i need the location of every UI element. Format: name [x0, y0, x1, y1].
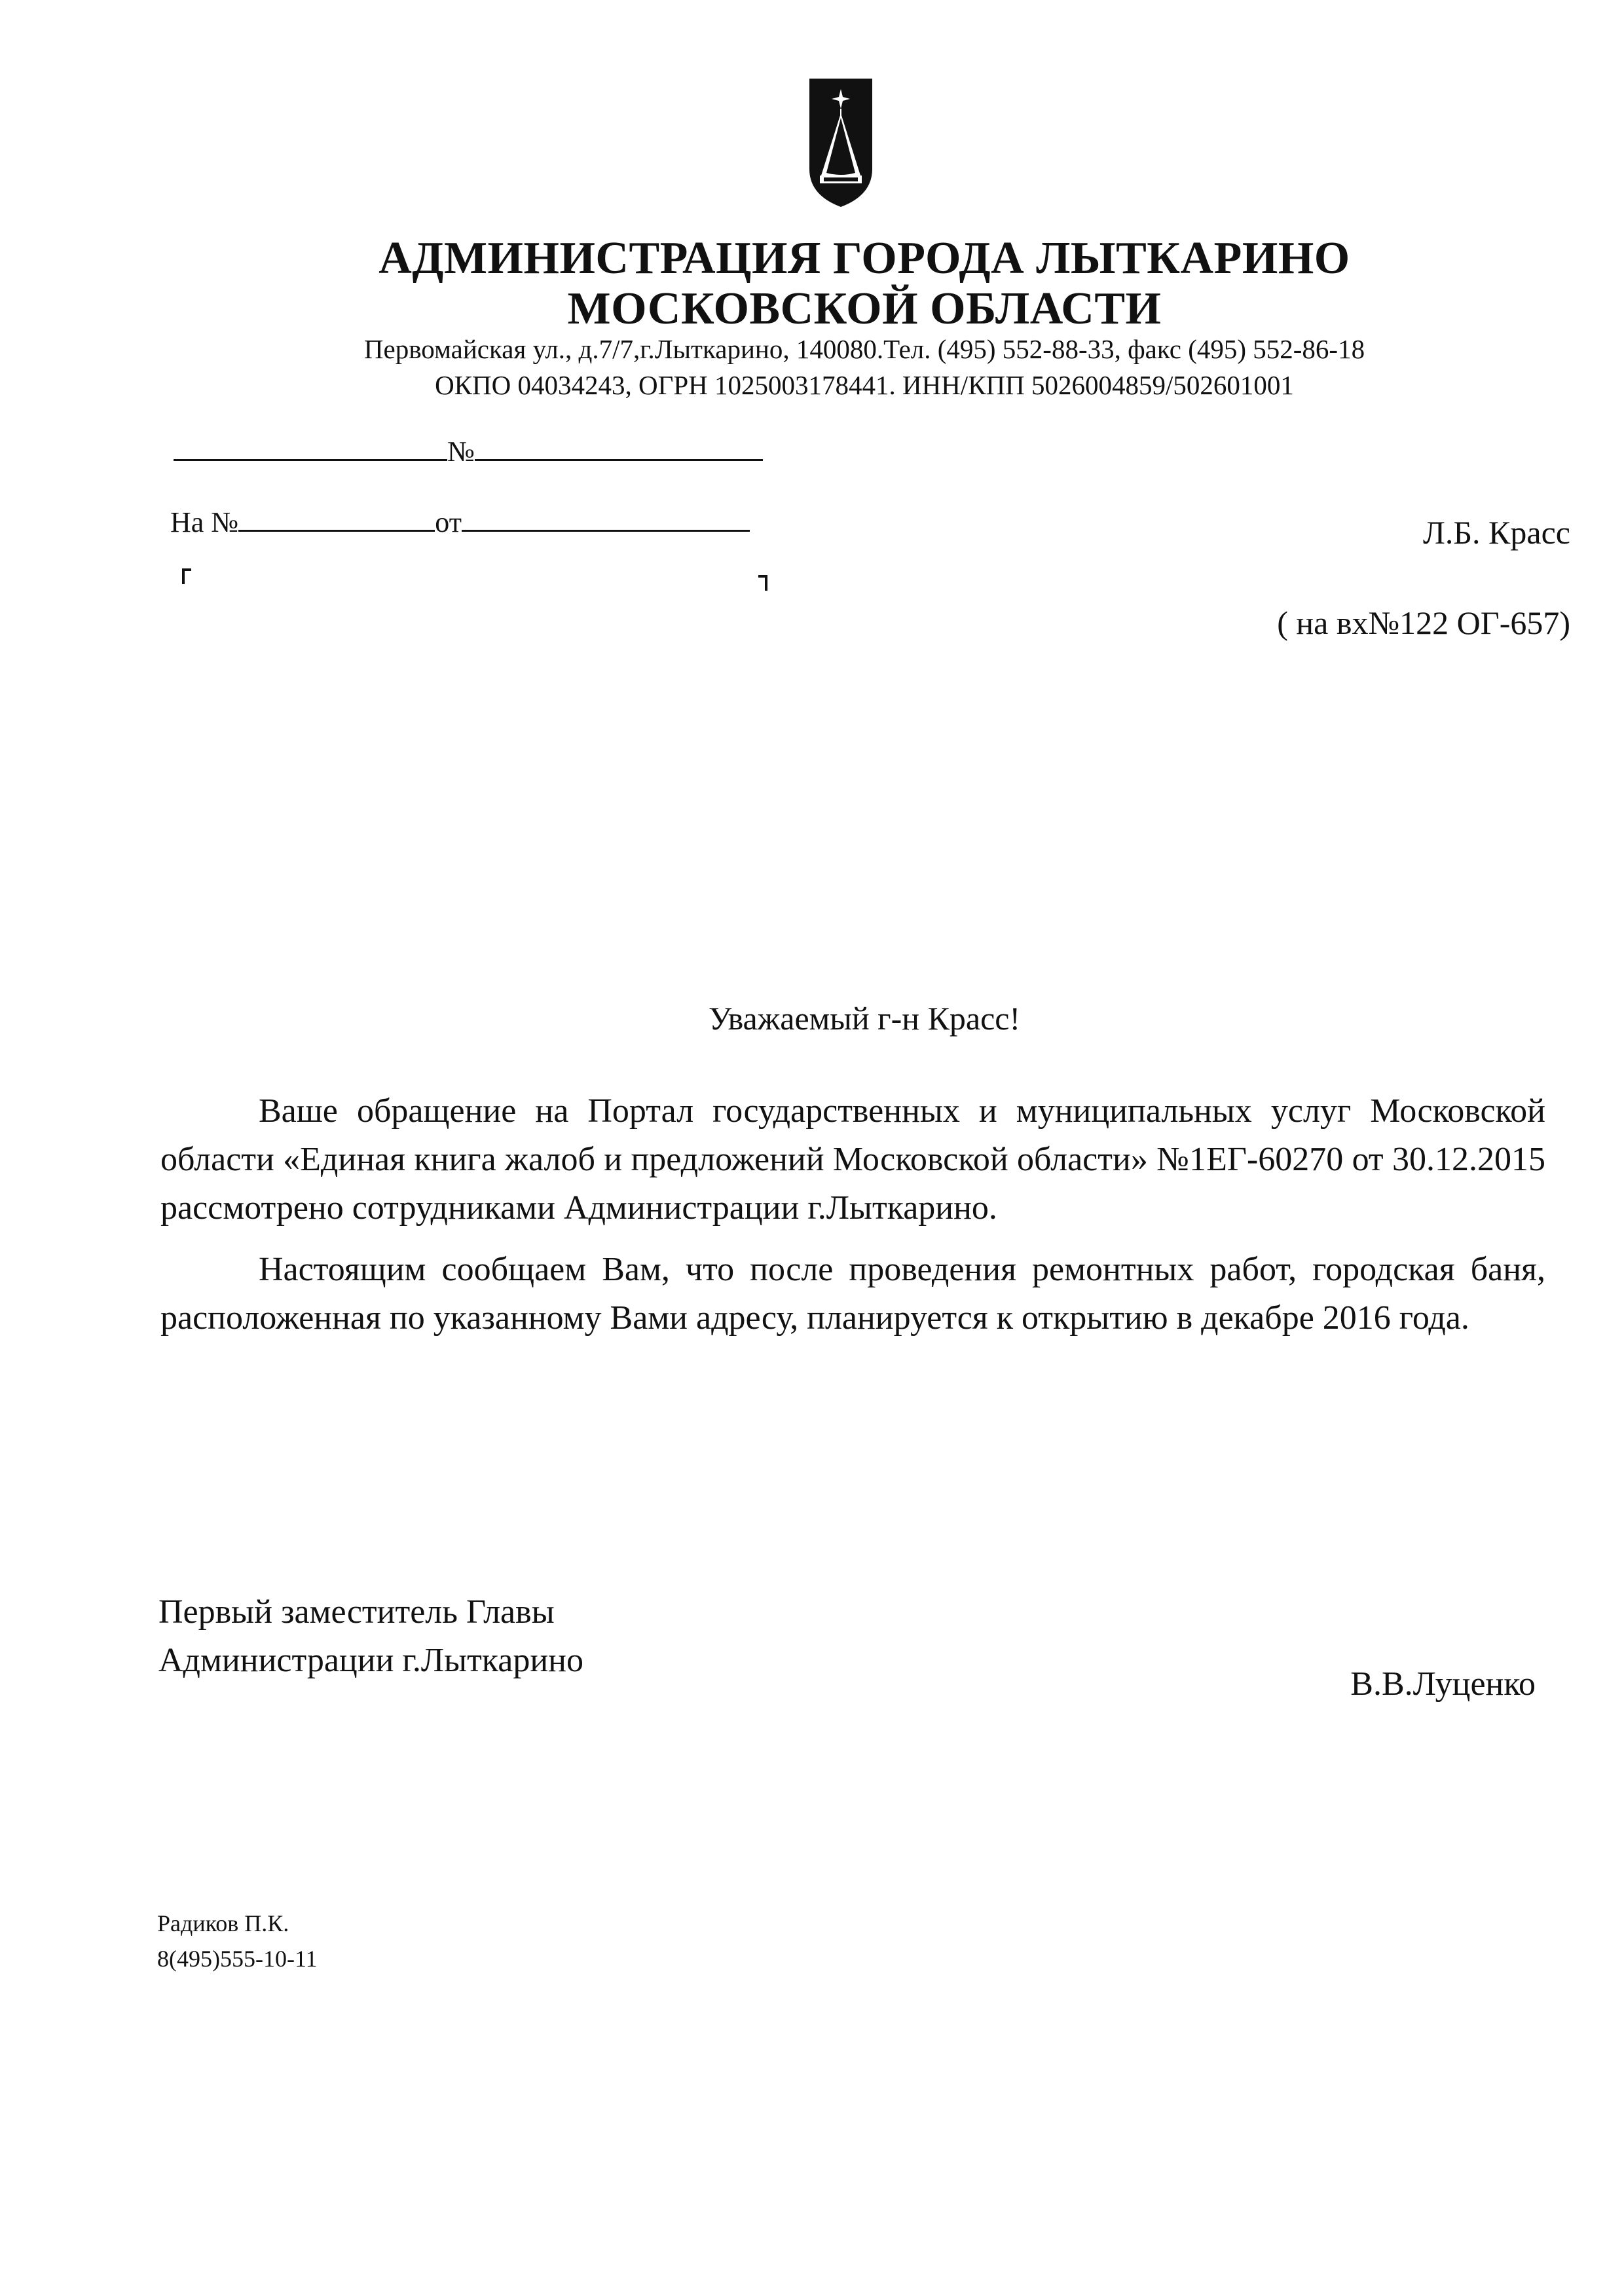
- executor-phone: 8(495)555-10-11: [157, 1946, 318, 1972]
- number-sign: №: [447, 435, 475, 468]
- letter-paragraph-2: Настоящим сообщаем Вам, что после проведения ремонтных работ, городская баня, расположенная по указанному Вами адресу, планируется к открытию в декабре 2016 года.: [160, 1251, 1545, 1337]
- signer-position-line2: Администрации г.Лыткарино: [158, 1642, 584, 1679]
- address-corner-left: [182, 568, 191, 584]
- greeting: Уважаемый г-н Красс!: [708, 1000, 1021, 1037]
- signer-name: В.В.Луценко: [1350, 1665, 1536, 1703]
- organization-address: Первомайская ул., д.7/7,г.Лыткарино, 140080.Тел. (495) 552-88-33, факс (495) 552-86-18: [363, 334, 1365, 364]
- incoming-reference: ( на вх№122 ОГ-657): [1277, 604, 1570, 641]
- reference-from-label: от: [435, 506, 462, 538]
- signer-position: [158, 1588, 583, 1685]
- reference-prefix: На №: [170, 506, 239, 538]
- address-corner-right: [758, 575, 767, 591]
- coat-of-arms-emblem: [808, 77, 874, 208]
- reference-number-field: [170, 508, 750, 537]
- letter-paragraph-1: Ваше обращение на Портал государственных и муниципальных услуг Московской области «Единая книга жалоб и предложений Московской области» №1ЕГ-60270 от 30.12.2015 рассмотрено сотрудниками Администрации г.Лыткарино.: [160, 1092, 1545, 1227]
- addressee-name: Л.Б. Красс: [1422, 514, 1570, 551]
- executor-name: Радиков П.К.: [157, 1910, 289, 1936]
- letter-body: [160, 1087, 1545, 1342]
- outgoing-number-field: [174, 437, 763, 466]
- organization-name: АДМИНИСТРАЦИЯ ГОРОДА ЛЫТКАРИНО: [378, 233, 1350, 284]
- organization-codes: ОКПО 04034243, ОГРН 1025003178441. ИНН/КПП 5026004859/502601001: [435, 370, 1294, 400]
- executor-block: [157, 1906, 318, 1976]
- outgoing-date-line: [174, 453, 447, 461]
- reference-date-line: [462, 523, 750, 532]
- signer-position-line1: Первый заместитель Главы: [158, 1593, 555, 1631]
- organization-region: МОСКОВСКОЙ ОБЛАСТИ: [567, 284, 1162, 334]
- reference-number-line: [238, 523, 435, 532]
- outgoing-number-line: [475, 453, 763, 461]
